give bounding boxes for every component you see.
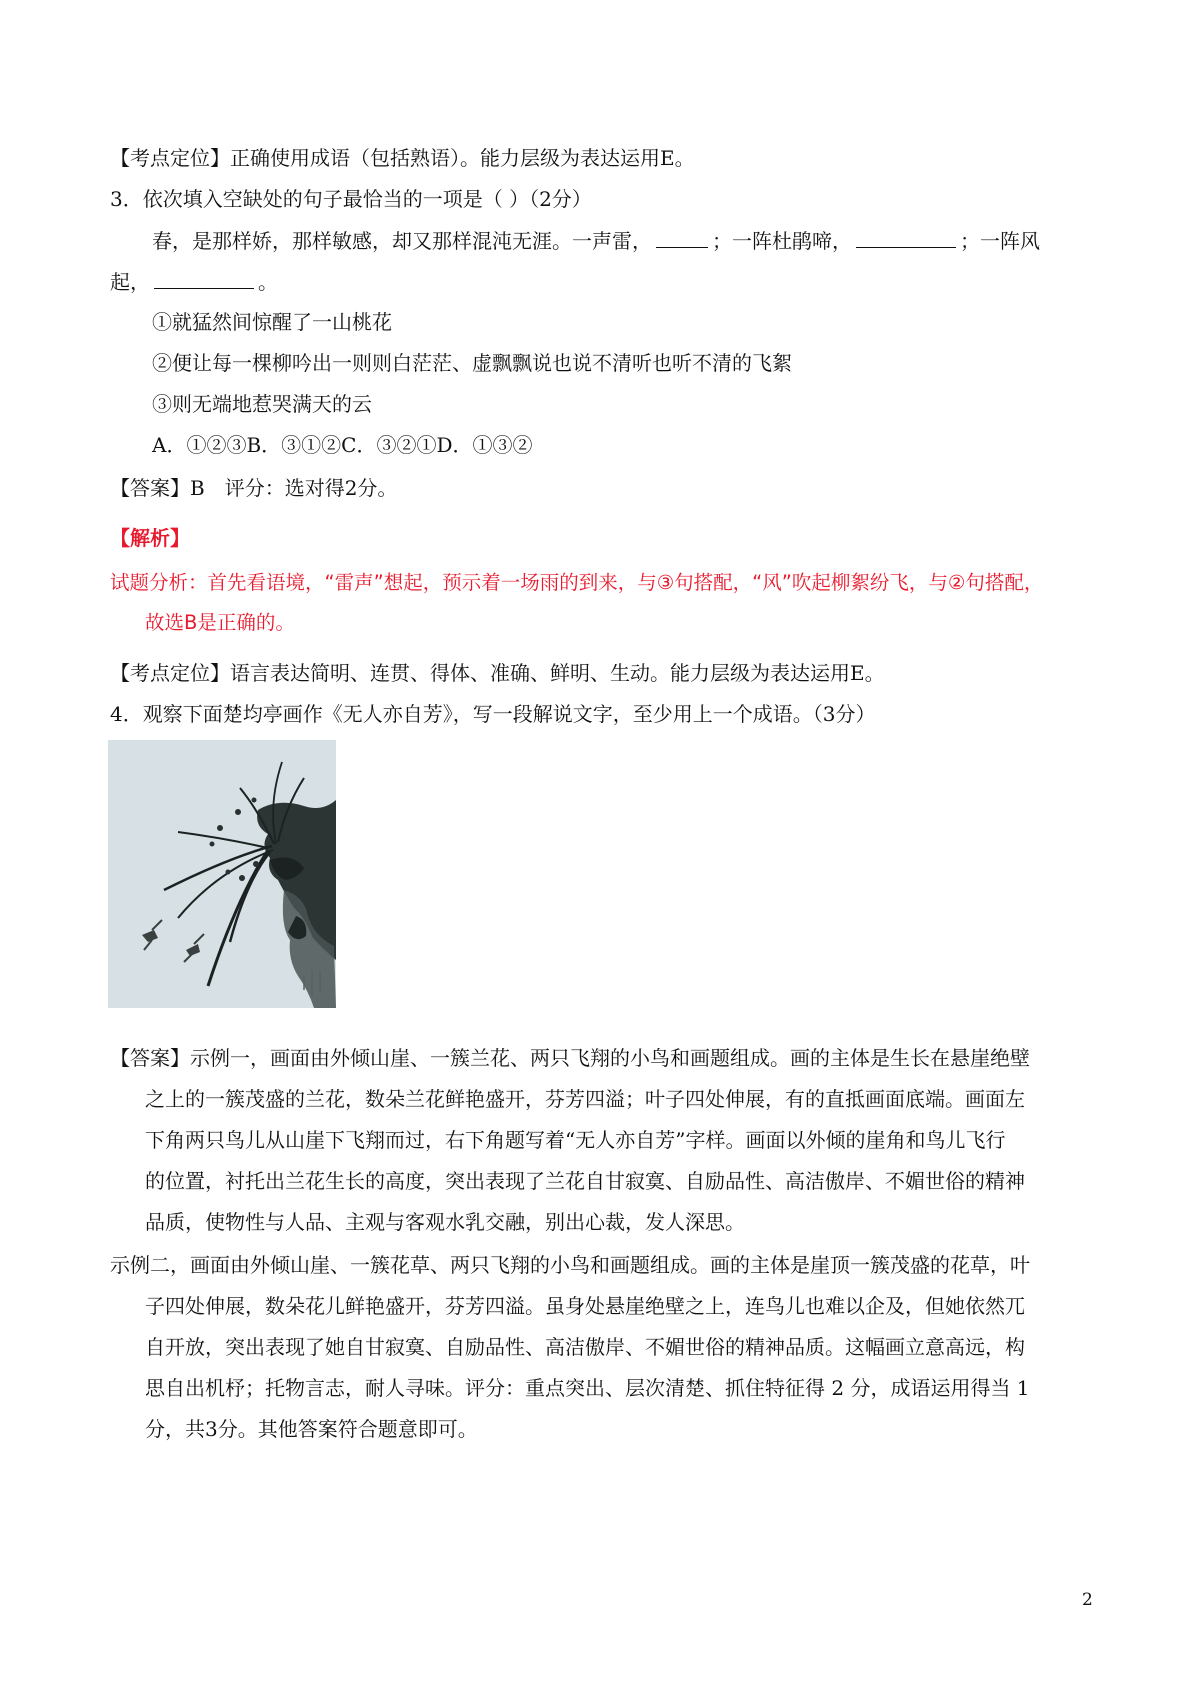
q4-answer-2-line2: 子四处伸展，数朵花儿鲜艳盛开，芬芳四溢。虽身处悬崖绝壁之上，连鸟儿也难以企及，但她依然兀: [145, 1294, 1025, 1318]
q4-answer-1-line4: 的位置，衬托出兰花生长的高度，突出表现了兰花自甘寂寞、自励品性、高洁傲岸、不媚世俗的精神: [145, 1169, 1025, 1193]
q4-answer-2-line3: 自开放，突出表现了她自甘寂寞、自励品性、高洁傲岸、不媚世俗的精神品质。这幅画立意高远，构: [145, 1335, 1025, 1359]
q4-answer-1-line2: 之上的一簇茂盛的兰花，数朵兰花鲜艳盛开，芬芳四溢；叶子四处伸展，有的直抵画面底端。画面左: [145, 1087, 1025, 1111]
blank-1: [656, 225, 708, 248]
q3-passage-line1: [152, 225, 1040, 256]
q3-answer: 【答案】B 评分：选对得2分。: [110, 476, 398, 500]
q3-passage-e: 。: [258, 270, 278, 294]
jiexi-line2: 故选B是正确的。: [145, 611, 295, 634]
jiexi-heading: 【解析】: [110, 526, 190, 550]
jiexi-line1: 试题分析：首先看语境，“雷声”想起，预示着一场雨的到来，与③句搭配，“风”吹起柳絮纷飞，与②句搭配，: [110, 571, 1044, 594]
q3-choices: A．①②③B．③①②C．③②①D．①③②: [152, 433, 533, 457]
q4-answer-2-line4: 思自出机杼；托物言志，耐人寻味。评分：重点突出、层次清楚、抓住特征得 2 分，成语运用得当 1: [145, 1376, 1030, 1400]
q3-passage-line2: [110, 266, 278, 297]
q4-answer-1-line3: 下角两只鸟儿从山崖下飞翔而过，右下角题写着“无人亦自芳”字样。画面以外倾的崖角和鸟儿飞行: [145, 1128, 1006, 1152]
q4-answer-1-line5: 品质，使物性与人品、主观与客观水乳交融，别出心裁，发人深思。: [145, 1210, 745, 1234]
q3-stem: 3．依次填入空缺处的句子最恰当的一项是（ ）（2分）: [110, 187, 592, 211]
q3-passage-a: 春，是那样娇，那样敏感，却又那样混沌无涯。一声雷，: [152, 229, 652, 253]
q3-option-1: ①就猛然间惊醒了一山桃花: [152, 310, 392, 334]
blank-3: [154, 266, 254, 289]
q3-option-3: ③则无端地惹哭满天的云: [152, 392, 372, 416]
page-number: 2: [1082, 1590, 1093, 1610]
q3-passage-c: ；一阵风: [960, 229, 1040, 253]
q4-answer-2-line5: 分，共3分。其他答案符合题意即可。: [145, 1417, 478, 1441]
kaodian-2: 【考点定位】语言表达简明、连贯、得体、准确、鲜明、生动。能力层级为表达运用E。: [110, 661, 885, 685]
q3-passage-b: ；一阵杜鹃啼，: [712, 229, 852, 253]
orchid-painting-svg: [108, 740, 336, 1008]
q4-answer-2-line1: 示例二，画面由外倾山崖、一簇花草、两只飞翔的小鸟和画题组成。画的主体是崖顶一簇茂盛的花草，叶: [110, 1253, 1030, 1277]
orchid-painting-image: [108, 740, 336, 1008]
kaodian-1: 【考点定位】正确使用成语（包括熟语）。能力层级为表达运用E。: [110, 146, 695, 170]
q3-passage-d: 起，: [110, 270, 150, 294]
q4-answer-1-line1: 【答案】示例一，画面由外倾山崖、一簇兰花、两只飞翔的小鸟和画题组成。画的主体是生长在悬崖绝壁: [110, 1046, 1030, 1070]
q3-option-2: ②便让每一棵柳吟出一则则白茫茫、虚飘飘说也说不清听也听不清的飞絮: [152, 351, 792, 375]
q4-stem: 4．观察下面楚均亭画作《无人亦自芳》，写一段解说文字，至少用上一个成语。（3分）: [110, 702, 876, 726]
blank-2: [856, 225, 956, 248]
